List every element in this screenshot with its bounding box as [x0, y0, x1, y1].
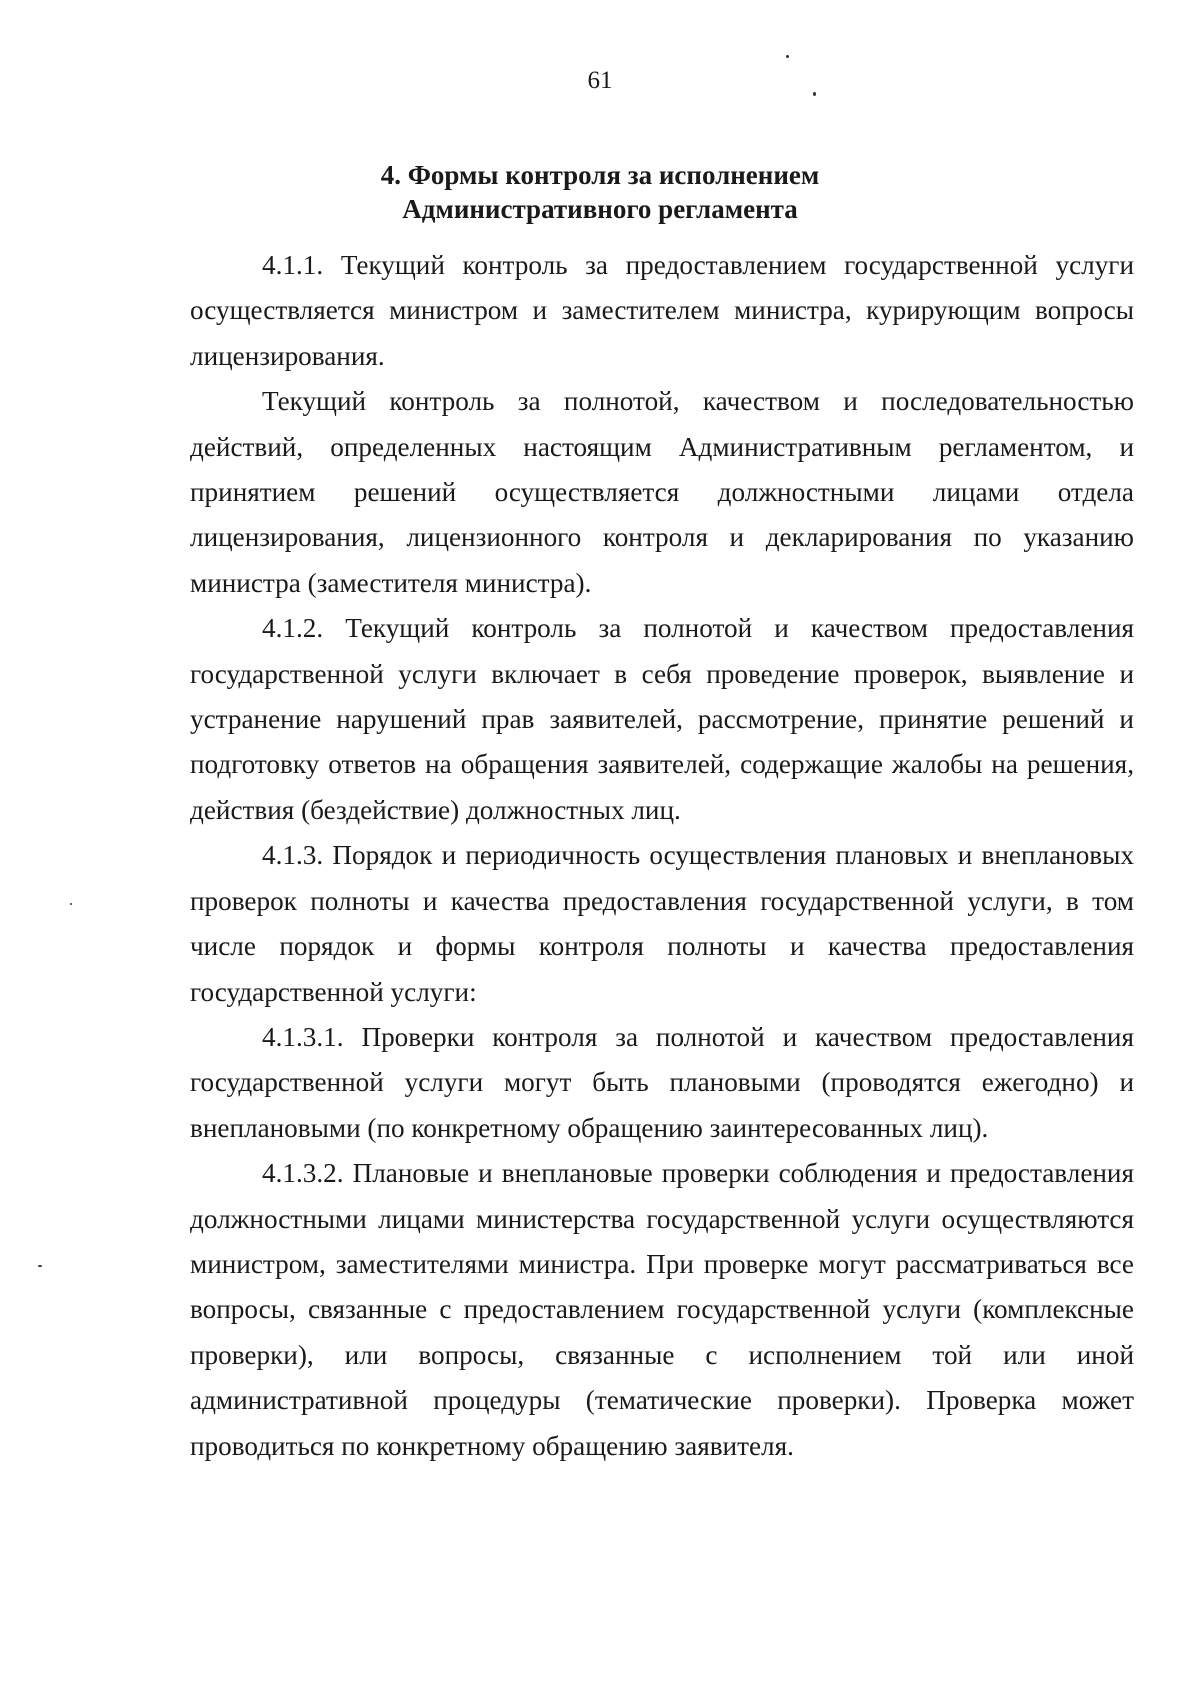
- scan-speck: [786, 55, 789, 58]
- paragraph-4-1-3-1: 4.1.3.1. Проверки контроля за полнотой и качеством предоставления государственной услуги могут быть плановыми (проводятся ежегодно) и внеплановыми (по конкретному обращению заинтересованных лиц).: [190, 1021, 1134, 1143]
- section-heading: [0, 158, 1200, 226]
- document-body: [190, 243, 1134, 1469]
- section-heading-line-2: Административного регламента: [402, 194, 798, 224]
- paragraph-current-control: Текущий контроль за полнотой, качеством и последовательностью действий, определенных настоящим Административным регламентом, и принятием решений осуществляется должностными лицами отдела лицензирования, лицензионного контроля и декларирования по указанию министра (заместителя министра).: [190, 386, 1134, 598]
- scan-speck: [813, 92, 816, 96]
- paragraph-4-1-1: 4.1.1. Текущий контроль за предоставлением государственной услуги осуществляется министром и заместителем министра, курирующим вопросы лицензирования.: [190, 250, 1134, 371]
- section-heading-line-1: 4. Формы контроля за исполнением: [380, 160, 820, 190]
- paragraph-4-1-2: 4.1.2. Текущий контроль за полнотой и качеством предоставления государственной услуги включает в себя проведение проверок, выявление и устранение нарушений прав заявителей, рассмотрение, принятие решений и подготовку ответов на обращения заявителей, содержащие жалобы на решения, действия (бездействие) должностных лиц.: [190, 613, 1134, 825]
- paragraph-4-1-3-2: 4.1.3.2. Плановые и внеплановые проверки соблюдения и предоставления должностными лицами министерства государственной услуги осуществляются министром, заместителями министра. При проверке могут рассматриваться все вопросы, связанные с предоставлением государственной услуги (комплексные проверки), или вопросы, связанные с исполнением той или иной административной процедуры (тематические проверки). Проверка может проводиться по конкретному обращению заявителя.: [190, 1158, 1134, 1461]
- scan-speck: [70, 903, 72, 905]
- paragraph-4-1-3: 4.1.3. Порядок и периодичность осуществления плановых и внеплановых проверок полноты и качества предоставления государственной услуги, в том числе порядок и формы контроля полноты и качества предоставления государственной услуги:: [190, 840, 1134, 1007]
- scan-speck: [38, 1265, 42, 1267]
- page-number: 61: [587, 67, 613, 94]
